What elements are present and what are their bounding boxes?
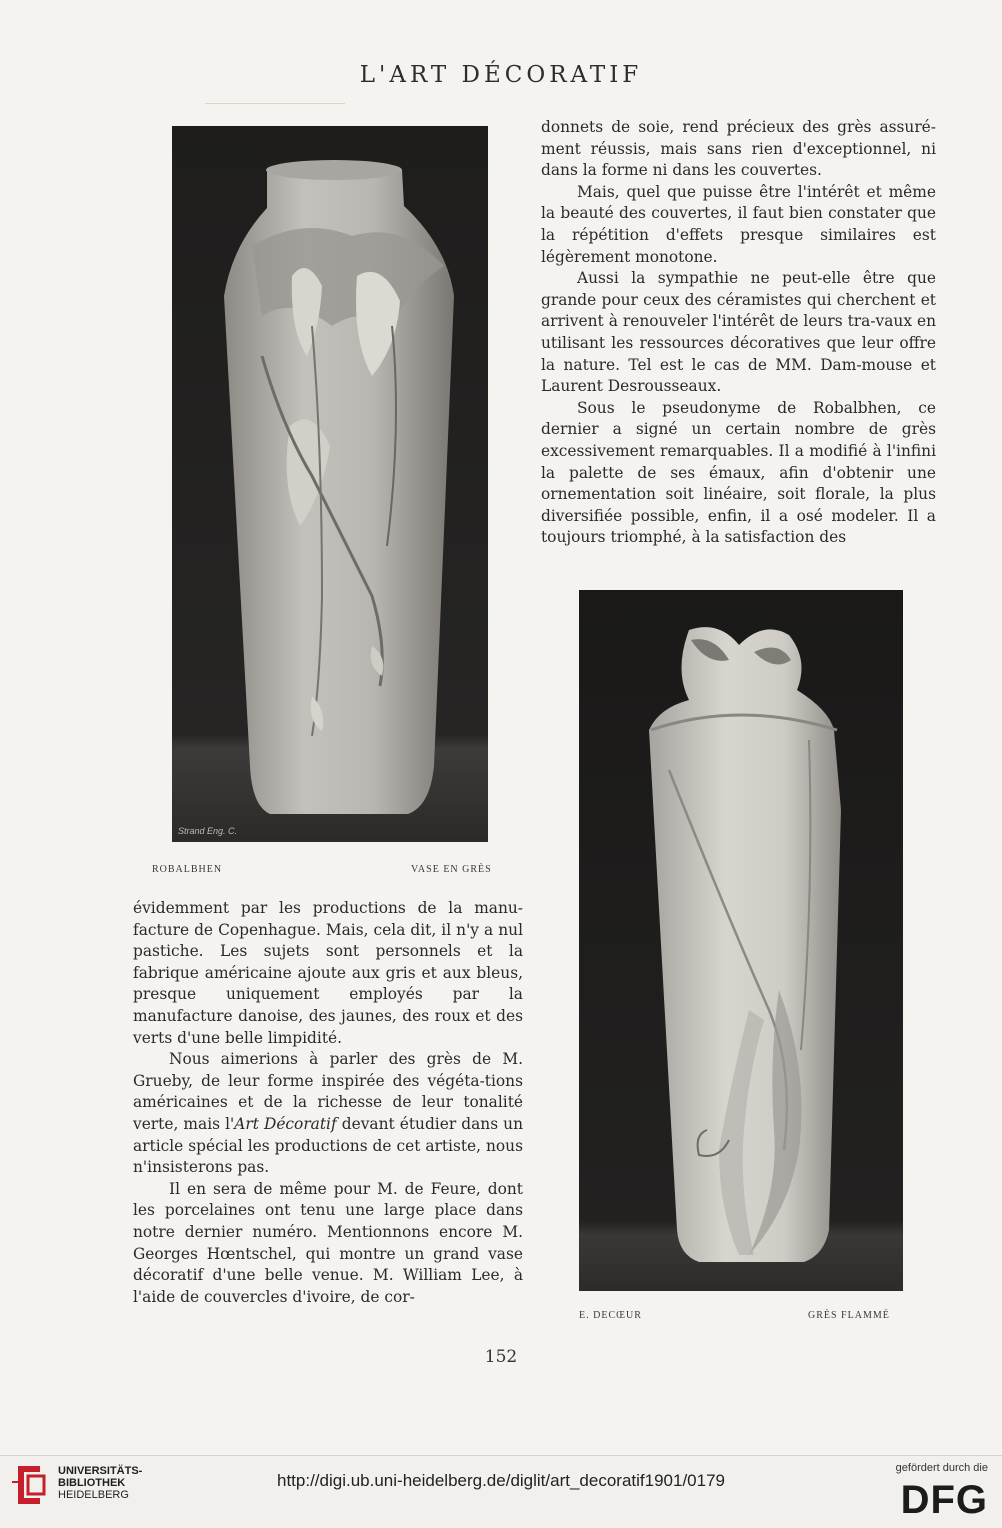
vase-illustration-right	[579, 590, 903, 1291]
source-url-link[interactable]: http://digi.ub.uni-heidelberg.de/diglit/art_decoratif1901/0179	[277, 1471, 725, 1490]
paragraph-grueby	[133, 1049, 523, 1179]
text-span: Nous aimerions à parler des grès de M. Grueby, de leur forme inspirée des végéta-tions américaines et de la richesse de leur tonalité verte, mais l'	[133, 1050, 523, 1133]
running-title: L'ART DÉCORATIF	[359, 62, 643, 88]
plate-left-title: VASE EN GRÈS	[411, 864, 492, 875]
library-line: BIBLIOTHEK	[58, 1477, 126, 1489]
footer-bar	[0, 1455, 1002, 1528]
vase-photo-decoeur	[579, 590, 903, 1291]
paragraph: Sous le pseudonyme de Robalbhen, ce dernier a signé un certain nombre de grès excessivement remarquables. Il a modifié à l'infini la palette de ses émaux, afin d'obtenir une ornementation soit linéaire, soit florale, la plus diversifiée possible, enfin, il a osé modeler. Il a toujours triomphé, à la satisfaction des	[541, 398, 936, 547]
dfg-logo: DFG	[900, 1478, 988, 1522]
text-span: devant étudier dans un article spécial les productions de cet artiste, nous n'insisterons pas.	[133, 1114, 524, 1177]
text-column-right	[541, 117, 936, 549]
text-column-left	[133, 898, 523, 1308]
library-line: HEIDELBERG	[58, 1489, 129, 1501]
funded-by-label: gefördert durch die	[895, 1462, 988, 1474]
header-rule	[205, 103, 345, 104]
plate-right-maker: E. DECŒUR	[579, 1310, 642, 1321]
paragraph: donnets de soie, rend précieux des grès assuré-ment réussis, mais sans rien d'exceptionnel, ni dans la forme ni dans les couvertes.	[541, 118, 936, 180]
plate-right-title: GRÈS FLAMMÉ	[808, 1310, 890, 1321]
journal-title: Art Décoratif	[234, 1114, 337, 1133]
plate-left-maker: ROBALBHEN	[152, 864, 223, 875]
paragraph: Mais, quel que puisse être l'intérêt et même la beauté des couvertes, il faut bien constater que la répétition d'effets presque similaires est légèrement monotone.	[541, 182, 936, 266]
page-number: 152	[484, 1347, 518, 1367]
paragraph: Aussi la sympathie ne peut-elle être que grande pour ceux des céramistes qui cherchent et arrivent à renouveler l'intérêt de leurs tra-vaux en utilisant les ressources décoratives que leur offre la nature. Tel est le cas de MM. Dam-mouse et Laurent Desrousseaux.	[541, 269, 936, 396]
engraver-mark: Strand Eng. C.	[178, 826, 238, 836]
paragraph: Il en sera de même pour M. de Feure, dont les porcelaines ont tenu une large place dans notre dernier numéro. Mentionnons encore M. Georges Hœntschel, qui montre un grand vase décoratif d'une belle venue. M. William Lee, à l'aide de couvercles d'ivoire, de cor-	[133, 1179, 523, 1306]
library-line: UNIVERSITÄTS-	[58, 1465, 143, 1477]
vase-illustration-left	[172, 126, 488, 842]
vase-photo-robalbhen	[172, 126, 488, 842]
paragraph: évidemment par les productions de la manu-facture de Copenhague. Mais, cela dit, il n'y a nul pastiche. Les sujets sont personnels et la fabrique américaine ajoute aux gris et aux bleus, presque uniquement employés par la manufacture danoise, des jaunes, des roux et des verts d'une belle limpidité.	[133, 899, 523, 1047]
